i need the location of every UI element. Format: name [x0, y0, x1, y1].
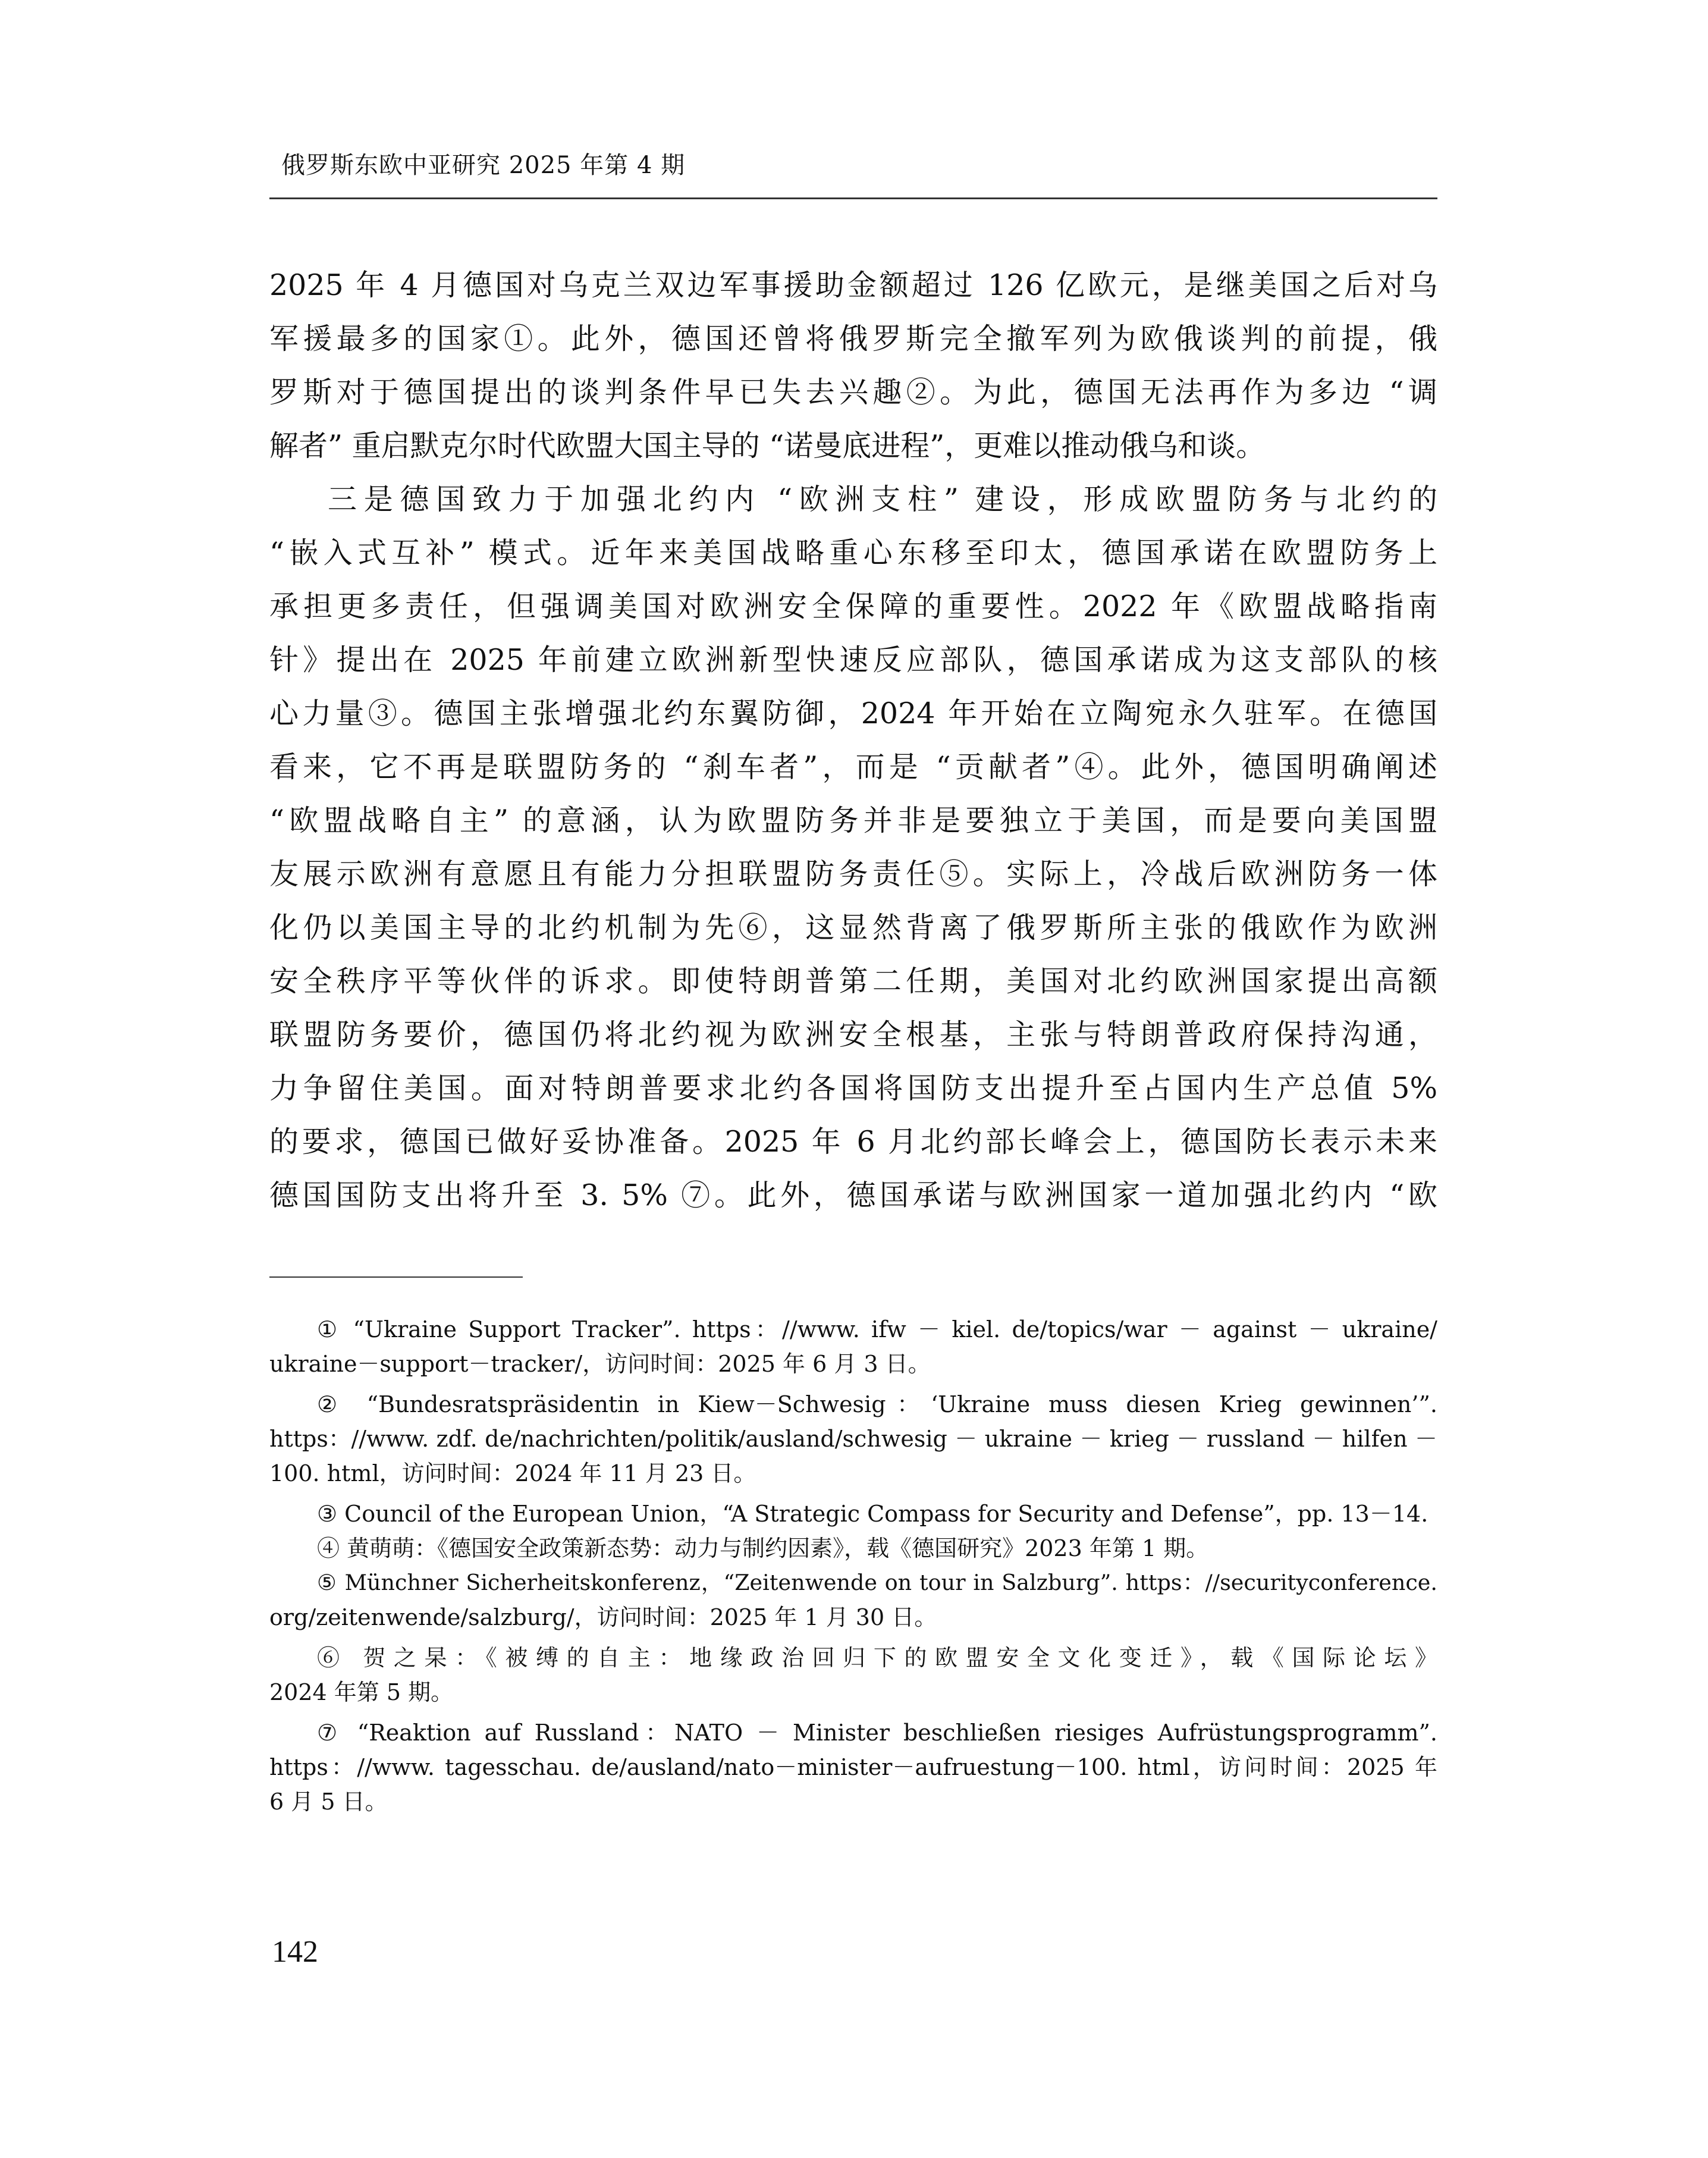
footnote-5: [269, 1568, 1437, 1637]
body-line: 友展示欧洲有意愿且有能力分担联盟防务责任⑤。实际上，冷战后欧洲防务一体: [269, 857, 1437, 891]
page-number: 142: [272, 1935, 318, 1969]
body-line: 针》提出在 2025 年前建立欧洲新型快速反应部队，德国承诺成为这支部队的核: [269, 643, 1437, 677]
body-text: [269, 266, 1437, 1230]
footnote-line: ① “Ukraine Support Tracker”. https：//www. ifw － kiel. de/topics/war － against － ukraine/: [317, 1316, 1437, 1343]
footnote-7: [269, 1718, 1437, 1821]
footnote-line: https：//www. zdf. de/nachrichten/politik/ausland/schwesig － ukraine － krieg － russland － hilfen －: [269, 1426, 1437, 1452]
body-line: “嵌入式互补” 模式。近年来美国战略重心东移至印太，德国承诺在欧盟防务上: [269, 536, 1437, 570]
footnote-line: ⑦ “Reaktion auf Russland：NATO － Minister beschließen riesiges Aufrüstungsprogramm”.: [317, 1720, 1437, 1746]
footnote-line: org/zeitenwende/salzburg/，访问时间：2025 年 1 月 30 日。: [269, 1604, 937, 1630]
footnote-6: [269, 1643, 1437, 1712]
body-line: 联盟防务要价，德国仍将北约视为欧洲安全根基，主张与特朗普政府保持沟通，: [269, 1018, 1437, 1052]
footnote-line: 6 月 5 日。: [269, 1789, 388, 1815]
footnote-line: 2024 年第 5 期。: [269, 1679, 454, 1705]
footnote-line: https：//www. tagesschau. de/ausland/nato－minister－aufruestung－100. html，访问时间：2025 年: [269, 1754, 1437, 1780]
footnote-line: ④ 黄萌萌：《德国安全政策新态势：动力与制约因素》，载《德国研究》2023 年第 1 期。: [317, 1535, 1209, 1561]
body-line: 的要求，德国已做好妥协准备。2025 年 6 月北约部长峰会上，德国防长表示未来: [269, 1125, 1437, 1159]
footnote-1: [269, 1315, 1437, 1384]
running-header: 俄罗斯东欧中亚研究 2025 年第 4 期: [281, 152, 686, 179]
footnote-separator: [269, 1276, 523, 1278]
body-line: “欧盟战略自主” 的意涵，认为欧盟防务并非是要独立于美国，而是要向美国盟: [269, 804, 1437, 838]
header-rule: [269, 197, 1437, 199]
footnote-line: ③ Council of the European Union，“A Strategic Compass for Security and Defense”，pp. 13－14.: [317, 1501, 1428, 1527]
body-line: 化仍以美国主导的北约机制为先⑥，这显然背离了俄罗斯所主张的俄欧作为欧洲: [269, 911, 1437, 945]
body-line: 军援最多的国家①。此外，德国还曾将俄罗斯完全撤军列为欧俄谈判的前提，俄: [269, 322, 1437, 356]
body-line: 看来，它不再是联盟防务的 “刹车者”，而是 “贡献者”④。此外，德国明确阐述: [269, 750, 1437, 784]
body-line: 2025 年 4 月德国对乌克兰双边军事援助金额超过 126 亿欧元，是继美国之后对乌: [269, 268, 1437, 302]
footnote-3: [269, 1499, 1437, 1533]
footnote-2: [269, 1389, 1437, 1493]
body-line: 承担更多责任，但强调美国对欧洲安全保障的重要性。2022 年《欧盟战略指南: [269, 589, 1437, 623]
body-line: 三是德国致力于加强北约内 “欧洲支柱” 建设，形成欧盟防务与北约的: [328, 482, 1437, 516]
body-line: 解者” 重启默克尔时代欧盟大国主导的 “诺曼底进程”，更难以推动俄乌和谈。: [269, 429, 1266, 463]
footnote-4: [269, 1533, 1437, 1568]
footnote-line: ukraine－support－tracker/，访问时间：2025 年 6 月 3 日。: [269, 1351, 931, 1377]
body-line: 德国国防支出将升至 3. 5% ⑦。此外，德国承诺与欧洲国家一道加强北约内 “欧: [269, 1178, 1437, 1212]
footnotes: [269, 1315, 1437, 1821]
body-line: 罗斯对于德国提出的谈判条件早已失去兴趣②。为此，德国无法再作为多边 “调: [269, 375, 1437, 409]
body-line: 心力量③。德国主张增强北约东翼防御，2024 年开始在立陶宛永久驻军。在德国: [269, 697, 1437, 730]
footnote-line: ⑥ 贺之杲：《被缚的自主：地缘政治回归下的欧盟安全文化变迁》，载《国际论坛》: [317, 1645, 1437, 1671]
footnote-line: ② “Bundesratspräsidentin in Kiew－Schwesig：‘Ukraine muss diesen Krieg gewinnen’”.: [317, 1391, 1437, 1417]
footnote-line: 100. html，访问时间：2024 年 11 月 23 日。: [269, 1460, 756, 1486]
footnote-line: ⑤ Münchner Sicherheitskonferenz，“Zeitenwende on tour in Salzburg”. https：//securityconference.: [317, 1570, 1437, 1595]
body-line: 力争留住美国。面对特朗普要求北约各国将国防支出提升至占国内生产总值 5%: [269, 1071, 1437, 1105]
body-line: 安全秩序平等伙伴的诉求。即使特朗普第二任期，美国对北约欧洲国家提出高额: [269, 964, 1437, 998]
